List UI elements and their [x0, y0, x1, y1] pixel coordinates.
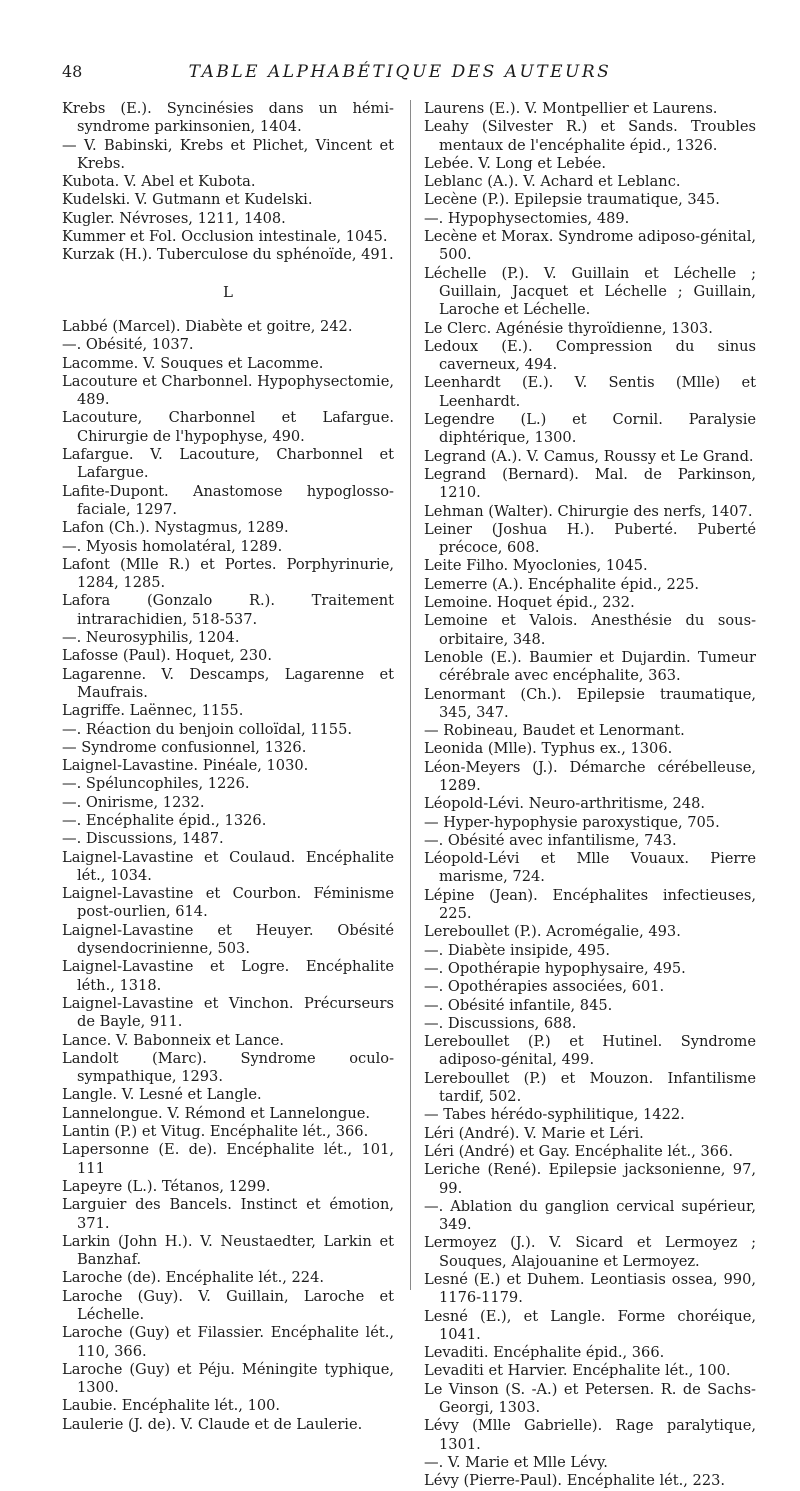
index-entry: Leonida (Mlle). Typhus ex., 1306. — [424, 740, 673, 758]
column-divider — [410, 100, 411, 1290]
index-entry: Laurens (E.). V. Montpellier et Laurens. — [424, 100, 718, 117]
index-entry: — Syndrome confusionnel, 1326. — [62, 738, 307, 756]
index-entry: Ledoux (E.). Compression du sinus caverneux, 494. — [424, 337, 756, 374]
index-entry: —. Neurosyphilis, 1204. — [62, 629, 240, 647]
index-entry: Lafon (Ch.). Nystagmus, 1289. — [62, 519, 289, 537]
index-entry: Levaditi. Encéphalite épid., 366. — [424, 1344, 665, 1362]
index-entry: Lecène (P.). Epilepsie traumatique, 345. — [424, 191, 720, 209]
index-entry: Larkin (John H.). V. Neustaedter, Larkin et Banzhaf. — [62, 1232, 394, 1269]
index-entry: Kugler. Névroses, 1211, 1408. — [62, 209, 286, 227]
index-entry: Léon-Meyers (J.). Démarche cérébelleuse, 1289. — [424, 758, 756, 794]
index-entry: Lemerre (A.). Encéphalite épid., 225. — [424, 575, 700, 593]
index-entry: Laignel-Lavastine. Pinéale, 1030. — [62, 757, 309, 775]
index-entry: Leahy (Silvester R.) et Sands. Troubles mentaux de l'encéphalite épid., 1326. — [424, 118, 756, 154]
section-letter: L — [223, 282, 233, 301]
index-entry: Lagriffe. Laënnec, 1155. — [62, 702, 244, 720]
index-entry: —. Réaction du benjoin colloïdal, 1155. — [62, 720, 353, 738]
index-entry: Léri (André) et Gay. Encéphalite lét., 366. — [424, 1142, 733, 1160]
page-number: 48 — [62, 62, 83, 81]
index-entry: Laroche (Guy) et Filassier. Encéphalite lét., 110, 366. — [62, 1324, 394, 1360]
index-entry: Legrand (A.). V. Camus, Roussy et Le Grand. — [424, 447, 754, 465]
index-entry: Laubie. Encéphalite lét., 100. — [62, 1397, 281, 1415]
index-entry: Lapeyre (L.). Tétanos, 1299. — [62, 1177, 271, 1195]
index-entry: Léopold-Lévi et Mlle Vouaux. Pierre marisme, 724. — [424, 850, 756, 886]
index-entry: —. Myosis homolatéral, 1289. — [62, 537, 283, 555]
index-entry: Lévy (Mlle Gabrielle). Rage paralytique, 1301. — [424, 1417, 756, 1453]
index-entry: Lafosse (Paul). Hoquet, 230. — [62, 647, 272, 665]
index-entry: Lebée. V. Long et Lebée. — [424, 154, 607, 172]
index-entry: Laignel-Lavastine et Coulaud. Encéphalite lét., 1034. — [62, 848, 394, 884]
index-entry: Lenormant (Ch.). Epilepsie traumatique, 345, 347. — [424, 685, 756, 721]
index-entry: Lenoble (E.). Baumier et Dujardin. Tumeur cérébrale avec encéphalite, 363. — [424, 648, 756, 685]
index-entry: Lafora (Gonzalo R.). Traitement intrarachidien, 518-537. — [62, 592, 394, 628]
index-entry: Léopold-Lévi. Neuro-arthritisme, 248. — [424, 795, 706, 813]
index-entry: Larguier des Bancels. Instinct et émotion, 371. — [62, 1196, 394, 1232]
index-entry: Legendre (L.) et Cornil. Paralysie diphtérique, 1300. — [424, 411, 756, 447]
index-entry: Léchelle (P.). V. Guillain et Léchelle ; Guillain, Jacquet et Léchelle ; Guillain, Laroche et Léchelle. — [424, 264, 756, 319]
index-entry: — Hyper-hypophysie paroxystique, 705. — [424, 813, 720, 831]
index-entry: Leite Filho. Myoclonies, 1045. — [424, 557, 648, 575]
index-entry: —. Opothérapies associées, 601. — [424, 978, 665, 996]
index-entry: Lacouture, Charbonnel et Lafargue. Chirurgie de l'hypophyse, 490. — [62, 409, 394, 445]
index-entry: —. Opothérapie hypophysaire, 495. — [424, 959, 686, 977]
index-entry: Léri (André). V. Marie et Léri. — [424, 1124, 644, 1142]
index-entry: Lapersonne (E. de). Encéphalite lét., 101, 111 — [62, 1141, 394, 1177]
index-entry: Le Vinson (S. -A.) et Petersen. R. de Sachs-Georgi, 1303. — [424, 1380, 756, 1417]
index-entry: Lacouture et Charbonnel. Hypophysectomie, 489. — [62, 372, 394, 409]
index-entry: Laignel-Lavastine et Logre. Encéphalite léth., 1318. — [62, 958, 394, 994]
index-entry: Landolt (Marc). Syndrome oculo-sympathique, 1293. — [62, 1049, 394, 1086]
index-entry: Lévy (Pierre-Paul). Encéphalite lét., 223. — [424, 1472, 726, 1490]
index-entry: —. Discussions, 688. — [424, 1014, 577, 1032]
index-entry: Laignel-Lavastine et Heuyer. Obésité dysendocrinienne, 503. — [62, 921, 394, 958]
index-entry: —. Ablation du ganglion cervical supérieur, 349. — [424, 1197, 756, 1234]
index-entry: Levaditi et Harvier. Encéphalite lét., 100. — [424, 1362, 731, 1380]
index-entry: —. Diabète insipide, 495. — [424, 941, 611, 959]
index-entry: —. V. Marie et Mlle Lévy. — [424, 1453, 608, 1471]
index-entry: Labbé (Marcel). Diabète et goitre, 242. — [62, 317, 353, 335]
index-entry: —. Obésité, 1037. — [62, 336, 194, 354]
index-entry: Lépine (Jean). Encéphalites infectieuses, 225. — [424, 886, 756, 923]
index-entry: — Robineau, Baudet et Lenormant. — [424, 722, 685, 740]
index-entry: Krebs (E.). Syncinésies dans un hémi-syndrome parkinsonien, 1404. — [62, 100, 394, 136]
index-entry: —. Discussions, 1487. — [62, 830, 224, 848]
index-entry: Lereboullet (P.) et Mouzon. Infantilisme tardif, 502. — [424, 1069, 756, 1106]
left-column — [62, 100, 394, 1434]
index-entry: Lemoine. Hoquet épid., 232. — [424, 594, 635, 612]
index-entry: Lesné (E.), et Langle. Forme choréique, 1041. — [424, 1307, 756, 1343]
index-entry: Laroche (Guy) et Péju. Méningite typhique, 1300. — [62, 1360, 394, 1397]
index-entry: Laroche (Guy). V. Guillain, Laroche et Léchelle. — [62, 1287, 394, 1323]
index-entry: Lannelongue. V. Rémond et Lannelongue. — [62, 1104, 371, 1122]
index-entry: —. Hypophysectomies, 489. — [424, 209, 630, 227]
index-entry: —. Obésité infantile, 845. — [424, 996, 613, 1014]
index-entry: Lehman (Walter). Chirurgie des nerfs, 1407. — [424, 502, 753, 520]
index-entry: Laroche (de). Encéphalite lét., 224. — [62, 1269, 325, 1287]
index-entry: Laulerie (J. de). V. Claude et de Laulerie. — [62, 1415, 363, 1433]
index-entry: Laignel-Lavastine et Vinchon. Précurseurs de Bayle, 911. — [62, 994, 394, 1031]
index-entry: Leblanc (A.). V. Achard et Leblanc. — [424, 173, 681, 191]
index-entry: Lafont (Mlle R.) et Portes. Porphyrinurie, 1284, 1285. — [62, 555, 394, 592]
index-entry: Lagarenne. V. Descamps, Lagarenne et Maufrais. — [62, 665, 394, 701]
index-entry: Leiner (Joshua H.). Puberté. Puberté précoce, 608. — [424, 520, 756, 557]
index-entry: Lesné (E.) et Duhem. Leontiasis ossea, 990, 1176-1179. — [424, 1271, 756, 1307]
index-entry: —. Obésité avec infantilisme, 743. — [424, 831, 677, 849]
index-entry: — Tabes hérédo-syphilitique, 1422. — [424, 1106, 685, 1124]
index-entry: Leriche (René). Epilepsie jacksonienne, 97, 99. — [424, 1161, 756, 1197]
index-entry: Kubota. V. Abel et Kubota. — [62, 173, 256, 191]
index-entry: Lafargue. V. Lacouture, Charbonnel et Lafargue. — [62, 446, 394, 482]
index-entry: —. Onirisme, 1232. — [62, 793, 205, 811]
index-entry: Le Clerc. Agénésie thyroïdienne, 1303. — [424, 319, 713, 337]
index-entry: Lermoyez (J.). V. Sicard et Lermoyez ; Souques, Alajouanine et Lermoyez. — [424, 1234, 756, 1270]
index-entry: Kudelski. V. Gutmann et Kudelski. — [62, 191, 313, 209]
index-entry: Leenhardt (E.). V. Sentis (Mlle) et Leenhardt. — [424, 374, 756, 410]
index-entry: — V. Babinski, Krebs et Plichet, Vincent et Krebs. — [62, 136, 394, 172]
running-title: TABLE ALPHABÉTIQUE DES AUTEURS — [188, 62, 612, 82]
index-entry: Lacomme. V. Souques et Lacomme. — [62, 354, 324, 372]
index-entry: Lafite-Dupont. Anastomose hypoglosso-faciale, 1297. — [62, 482, 394, 518]
right-entries — [424, 100, 756, 1491]
index-entry: Lecène et Morax. Syndrome adiposo-génital, 500. — [424, 228, 756, 264]
index-entry: Kurzak (H.). Tuberculose du sphénoïde, 491. — [62, 246, 394, 264]
index-entry: —. Spéluncophiles, 1226. — [62, 775, 250, 793]
index-entry: Langle. V. Lesné et Langle. — [62, 1086, 262, 1104]
index-entry: —. Encéphalite épid., 1326. — [62, 811, 267, 829]
index-entry: Legrand (Bernard). Mal. de Parkinson, 1210. — [424, 465, 756, 502]
index-entry: Lereboullet (P.) et Hutinel. Syndrome adiposo-génital, 499. — [424, 1033, 756, 1069]
page-header — [0, 62, 800, 86]
index-entry: Lance. V. Babonneix et Lance. — [62, 1031, 285, 1049]
index-entry: Lantin (P.) et Vitug. Encéphalite lét., 366. — [62, 1123, 369, 1141]
index-entry: Lereboullet (P.). Acromégalie, 493. — [424, 923, 681, 941]
index-entry: Laignel-Lavastine et Courbon. Féminisme post-ourlien, 614. — [62, 885, 394, 921]
left-entries-l — [62, 318, 394, 1434]
left-entries-k — [62, 100, 394, 265]
index-entry: Lemoine et Valois. Anesthésie du sous-orbitaire, 348. — [424, 612, 756, 648]
index-entry: Kummer et Fol. Occlusion intestinale, 1045. — [62, 228, 388, 246]
right-column — [424, 100, 756, 1491]
